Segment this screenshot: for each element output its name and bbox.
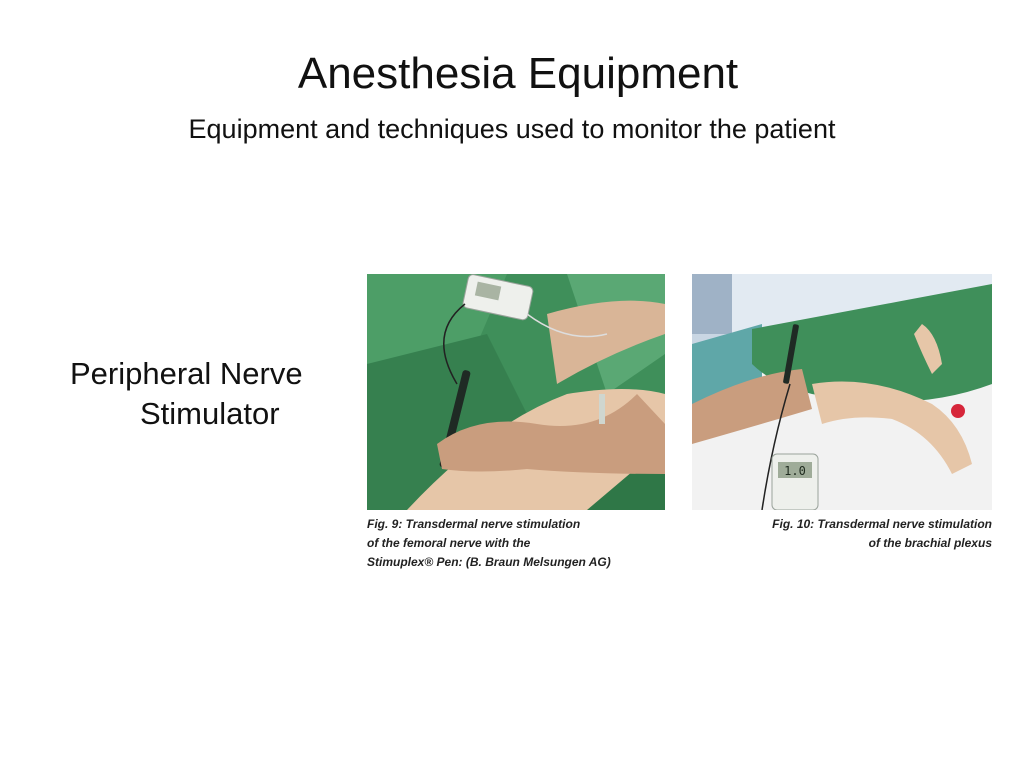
bullet-line-1: Peripheral Nerve (70, 356, 303, 391)
figure-brachial-plexus-photo (692, 274, 992, 510)
caption-line: Stimuplex® Pen: (B. Braun Melsungen AG) (367, 555, 611, 569)
figure-9-caption (367, 515, 667, 572)
slide-title: Anesthesia Equipment (297, 49, 739, 98)
slide-subtitle: Equipment and techniques used to monitor the patient (188, 114, 836, 144)
bullet-peripheral-nerve-stimulator (70, 354, 303, 434)
stimulator-device-icon (772, 454, 818, 510)
figure-10-caption (692, 515, 992, 553)
electrode-icon (951, 404, 965, 418)
caption-line: Fig. 10: Transdermal nerve stimulation (772, 517, 992, 531)
femoral-nerve-illustration (367, 274, 665, 510)
caption-line: of the brachial plexus (868, 536, 992, 550)
brachial-plexus-illustration (692, 274, 992, 510)
device-display-readout: 1.0 (784, 464, 806, 478)
caption-line: Fig. 9: Transdermal nerve stimulation (367, 517, 581, 531)
caption-line: of the femoral nerve with the (367, 536, 531, 550)
bullet-line-2: Stimulator (140, 396, 280, 431)
figure-femoral-nerve-photo (367, 274, 665, 510)
